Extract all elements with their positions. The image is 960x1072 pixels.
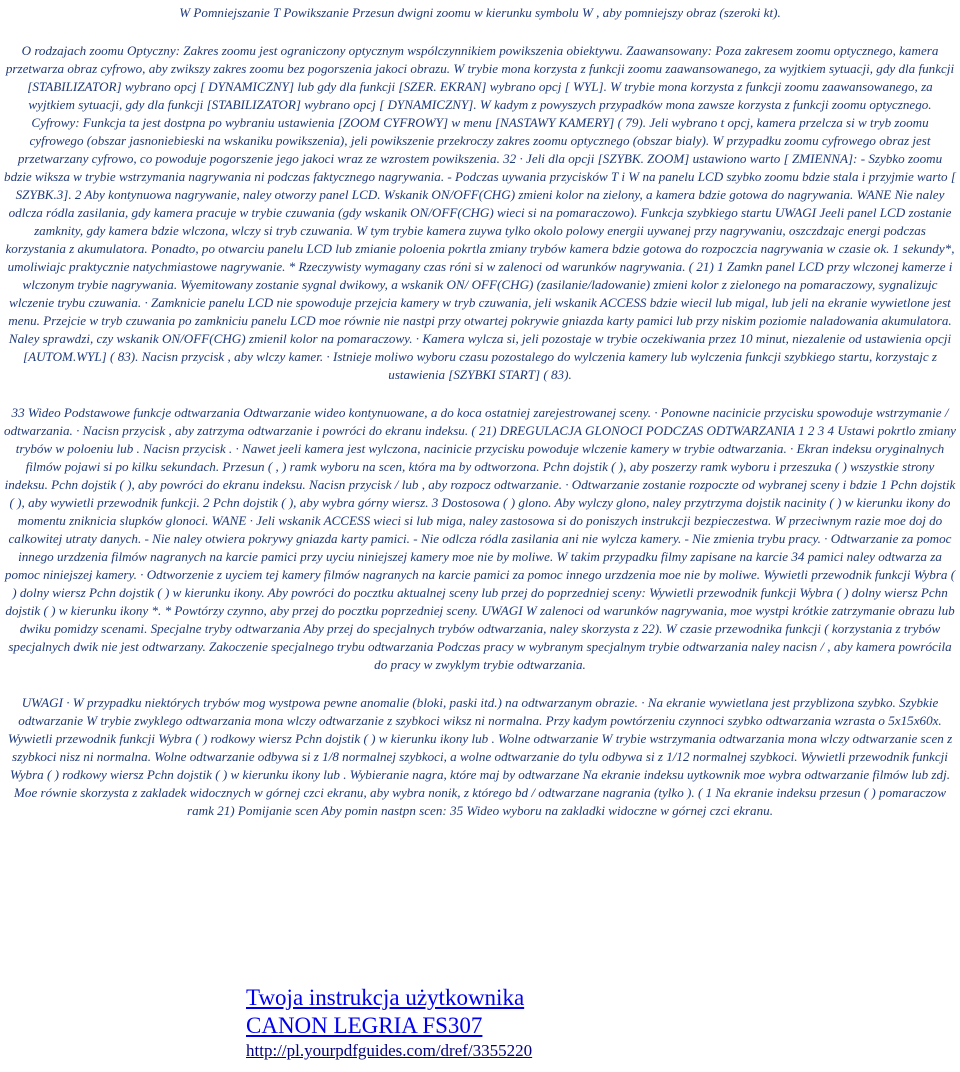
footer-links [246,984,946,1062]
paragraph-zoom-intro: W Pomniejszanie T Powikszanie Przesun dwigni zoomu w kierunku symbolu W , aby pomniejszy obraz (szeroki kt). [179,5,781,20]
link-user-manual[interactable]: Twoja instrukcja użytkownika [246,985,525,1010]
document-body [4,4,956,820]
paragraph-zoom-types: O rodzajach zoomu Optyczny: Zakres zoomu jest ograniczony optycznym wspólczynnikiem powikszenia obiektywu. Zaawansowany: Poza zakresem zoomu optycznego, kamera przetwarza obraz cyfrowo, aby zwikszy zakres zoomu bez pogorszenia jakoci obrazu. W trybie mona korzysta z funkcji zoomu zaawansowanego, za wyjtkiem sytuacji, gdy dla funkcji [STABILIZATOR] wybrano opcj [ DYNAMICZNY] lub gdy dla funkcji [SZER. EKRAN] wybrano opcj [ WYL]. W trybie mona korzysta z funkcji zoomu zaawansowanego, za wyjtkiem sytuacji, gdy dla funkcji [STABILIZATOR] wybrano opcj [ DYNAMICZNY]. W kadym z powyszych przypadków mona zawsze korzysta z funkcji zoomu optycznego. Cyfrowy: Funkcja ta jest dostpna po wybraniu ustawienia [ZOOM CYFROWY] w menu [NASTAWY KAMERY] ( 79). Jeli wybrano t opcj, kamera przelcza si w tryb zoomu cyfrowego (obszar jasnoniebieski na wskaniku powikszenia), jeli powikszenie przekroczy zakres zoomu optycznego (obszar bialy). W przypadku zoomu cyfrowego obraz jest przetwarzany cyfrowo, co powoduje pogorszenie jego jakoci wraz ze wzrostem powikszenia. 32 · Jeli dla opcji [SZYBK. ZOOM] ustawiono warto [ ZMIENNA]: - Szybko zoomu bdzie wiksza w trybie wstrzymania nagrywania ni podczas faktycznego nagrywania. - Podczas uywania przycisków T i W na panelu LCD szybko zoomu bdzie stala i przyjmie warto [ SZYBK.3]. 2 Aby kontynuowa nagrywanie, naley otworzy panel LCD. Wskanik ON/OFF(CHG) zmieni kolor na zielony, a kamera bdzie gotowa do nagrywania. WANE Nie naley odlcza ródla zasilania, gdy kamera pracuje w trybie czuwania (gdy wskanik ON/OFF(CHG) wieci si na pomaraczowo). Funkcja szybkiego startu UWAGI Jeeli panel LCD zostanie zamknity, gdy kamera bdzie wlczona, wlczy si tryb czuwania. W tym trybie kamera zuywa tylko okolo polowy energii uywanej przy nagrywaniu, oszczdzajc energi podczas korzystania z akumulatora. Ponadto, po otwarciu panelu LCD lub zmianie poloenia pokrtla zmiany trybów kamera bdzie gotowa do rozpoczcia nagrywania w czasie ok. 1 sekundy*, umoliwiajc praktycznie natychmiastowe nagrywanie. * Rzeczywisty wymagany czas róni si w zalenoci od warunków nagrywania. ( 21) 1 Zamkn panel LCD przy wlczonej kamerze i wlczonym trybie nagrywania. Wyemitowany zostanie sygnal dwikowy, a wskanik ON/ OFF(CHG) (zasilanie/ladowanie) zmieni kolor z zielonego na pomaraczowy, sygnalizujc wlczenie trybu czuwania. · Zamknicie panelu LCD nie spowoduje przejcia kamery w tryb czuwania, jeli wskanik ACCESS bdzie wiecil lub migal, lub jeli na ekranie wywietlone jest menu. Przejcie w tryb czuwania po zamkniciu panelu LCD moe równie nie nastpi przy otwartej pokrywie gniazda karty pamici lub przy niskim poziomie naladowania akumulatora. Naley sprawdzi, czy wskanik ON/OFF(CHG) zmienil kolor na pomaraczowy. · Kamera wylcza si, jeli pozostaje w trybie oczekiwania przez 10 minut, niezalenie od ustawienia opcji [AUTOM.WYL] ( 83). Nacisn przycisk , aby wlczy kamer. · Istnieje moliwo wyboru czasu pozostalego do wylczenia kamery lub wylczenia funkcji szybkiego startu, korzystajc z ustawienia [SZYBKI START] ( 83). [4,43,956,382]
link-product-name[interactable]: CANON LEGRIA FS307 [246,1013,483,1038]
paragraph-playback: 33 Wideo Podstawowe funkcje odtwarzania Odtwarzanie wideo kontynuowane, a do koca ostatniej zarejestrowanej sceny. · Ponowne nacinicie przycisku spowoduje wstrzymanie / odtwarzania. · Nacisn przycisk , aby zatrzyma odtwarzanie i powróci do ekranu indeksu. ( 21) DREGULACJA GLONOCI PODCZAS ODTWARZANIA 1 2 3 4 Ustawi pokrtlo zmiany trybów w poloeniu lub . Nacisn przycisk . · Nawet jeeli kamera jest wylczona, nacinicie przycisku powoduje wlczenie kamery w trybie odtwarzania. · Ekran indeksu oryginalnych filmów pojawi si po kilku sekundach. Przesun ( , ) ramk wyboru na scen, która ma by odtworzona. Pchn dojstik ( ), aby poszerzy ramk wyboru i przeszuka ( ) wszystkie strony indeksu. Pchn dojstik ( ), aby powróci do ekranu indeksu. Nacisn przycisk / lub , aby rozpocz odtwarzanie. · Odtwarzanie zostanie rozpoczte od wybranej sceny i bdzie 1 Pchn dojstik ( ), aby wywietli przewodnik funkcji. 2 Pchn dojstik ( ), aby wybra górny wiersz. 3 Dostosowa ( ) glono. Aby wylczy glono, naley przytrzyma dojstik nacinity ( ) w kierunku ikony do momentu zniknicia slupków glonoci. WANE · Jeli wskanik ACCESS wieci si lub miga, naley zastosowa si do poniszych instrukcji bezpieczestwa. W przeciwnym razie moe doj do calkowitej utraty danych. - Nie naley otwiera pokrywy gniazda karty pamici. - Nie odlcza ródla zasilania ani nie wylcza kamery. - Nie zmienia trybu pracy. · Odtwarzanie za pomoc innego urzdzenia filmów nagranych na karcie pamici przy uyciu niniejszej kamery moe nie by moliwe. W takim przypadku filmy zapisane na karcie 34 pamici naley odtwarza za pomoc niniejszej kamery. · Odtworzenie z uyciem tej kamery filmów nagranych na karcie pamici za pomoc innego urzdzenia moe nie by moliwe. Wywietli przewodnik funkcji Wybra ( ) dolny wiersz Pchn dojstik ( ) w kierunku ikony. Aby powróci do pocztku aktualnej sceny lub przej do poprzedniej sceny: Wywietli przewodnik funkcji Wybra ( ) dolny wiersz Pchn dojstik ( ) w kierunku ikony *. * Powtórzy czynno, aby przej do pocztku poprzedniej sceny. UWAGI W zalenoci od warunków nagrywania, moe wystpi krótkie zatrzymanie obrazu lub dwiku pomidzy scenami. Specjalne tryby odtwarzania Aby przej do specjalnych trybów odtwarzania, naley skorzysta z 22). W czasie przewodnika funkcji ( korzystania z trybów specjalnych dwik nie jest odtwarzany. Zakoczenie specjalnego trybu odtwarzania Podczas pracy w wybranym specjalnym trybie odtwarzania naley nacisn / , aby kamera powrócila do pracy w zwyklym trybie odtwarzania. [4,405,956,672]
paragraph-notes: UWAGI · W przypadku niektórych trybów mog wystpowa pewne anomalie (bloki, paski itd.) na odtwarzanym obrazie. · Na ekranie wywietlana jest przyblizona szybko. Szybkie odtwarzanie W trybie zwyklego odtwarzania mona wlczy odtwarzanie z szybkoci wiksz ni normalna. Przy kadym powtórzeniu czynnoci szybko odtwarzania wzrasta o 5x15x60x. Wywietli przewodnik funkcji Wybra ( ) rodkowy wiersz Pchn dojstik ( ) w kierunku ikony lub . Wolne odtwarzanie W trybie wstrzymania odtwarzania mona wlczy odtwarzanie scen z szybkoci nisz ni normalna. Wolne odtwarzanie odbywa si z 1/8 normalnej szybkoci, a wolne odtwarzanie do tylu odbywa si z 1/12 normalnej szybkoci. Wywietli przewodnik funkcji Wybra ( ) rodkowy wiersz Pchn dojstik ( ) w kierunku ikony lub . Wybieranie nagra, które maj by odtwarzane Na ekranie indeksu uytkownik moe wybra odtwarzanie filmów lub zdj. Moe równie skorzysta z zakladek widocznych w górnej czci ekranu, aby wybra nonik, z którego bd / odtwarzane nagrania (tylko ). ( 1 Na ekranie indeksu przesun ( ) pomaraczow ramk 21) Pomijanie scen Aby pomin nastpn scen: 35 Wideo wyboru na zakladki widoczne w górnej czci ekranu. [7,695,953,818]
link-url[interactable]: http://pl.yourpdfguides.com/dref/3355220 [246,1041,533,1060]
